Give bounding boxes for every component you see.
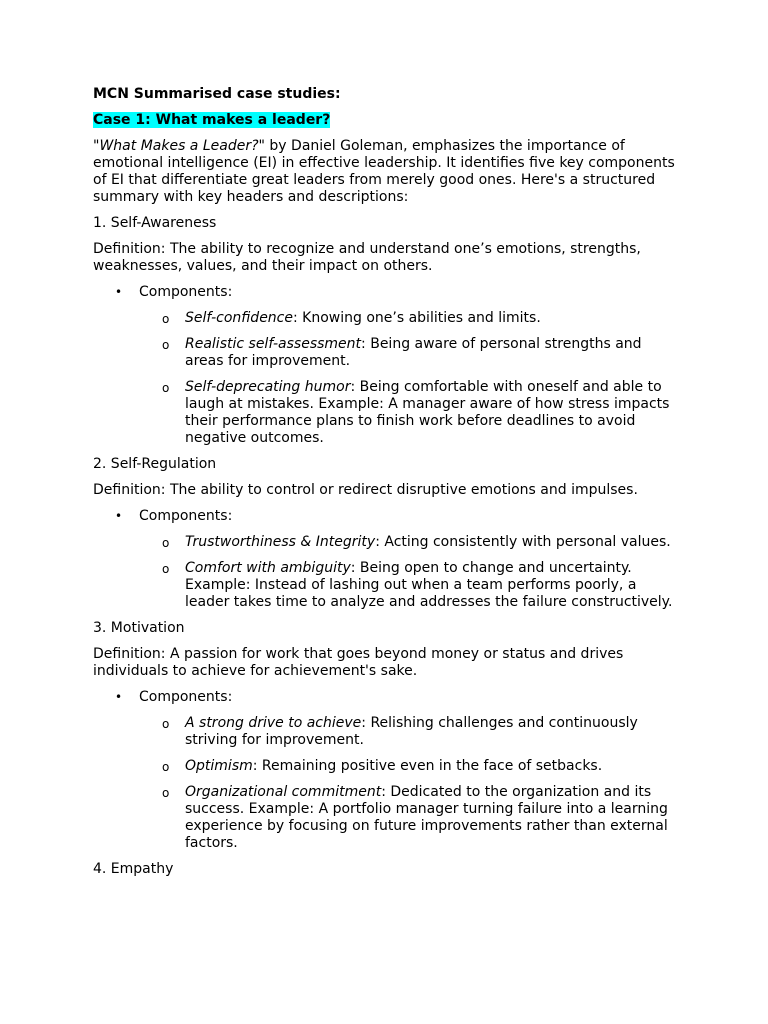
sub-bullet-icon: o xyxy=(162,381,170,395)
section-definition: Definition: The ability to control or redirect disruptive emotions and impulses. xyxy=(93,482,638,498)
component-term: Comfort with ambiguity xyxy=(185,560,351,576)
component-text: : Being comfortable with oneself and able to laugh at mistakes. Example: A manager aware of how stress impacts their performance plans to finish work before deadlines to avoid negative outcomes. xyxy=(185,379,670,446)
components-label: Components: xyxy=(139,508,233,524)
component-text: : Being aware of personal strengths and areas for improvement. xyxy=(185,336,642,369)
sub-bullet-icon: o xyxy=(162,536,170,550)
component-item xyxy=(93,758,683,775)
section-title: 1. Self-Awareness xyxy=(93,215,217,231)
component-text: : Dedicated to the organization and its success. Example: A portfolio manager turning failure into a learning experience by focusing on future improvements rather than external factors. xyxy=(185,784,668,851)
component-item xyxy=(93,379,683,447)
intro-work-title: What Makes a Leader? xyxy=(99,138,259,154)
section-definition: Definition: The ability to recognize and understand one’s emotions, strengths, weaknesses, values, and their impact on others. xyxy=(93,241,641,274)
case-heading-highlight: Case 1: What makes a leader? xyxy=(93,112,331,128)
sub-bullet-icon: o xyxy=(162,338,170,352)
component-term: Organizational commitment xyxy=(185,784,382,800)
component-item xyxy=(93,715,683,749)
component-item xyxy=(93,784,683,852)
sub-bullet-icon: o xyxy=(162,717,170,731)
sub-bullet-icon: o xyxy=(162,786,170,800)
components-bullet xyxy=(93,284,683,301)
intro-paragraph xyxy=(93,138,683,206)
component-term: Self-confidence xyxy=(185,310,293,326)
document-page xyxy=(93,86,683,887)
component-term: A strong drive to achieve xyxy=(185,715,362,731)
component-term: Trustworthiness & Integrity xyxy=(185,534,376,550)
section-title: 2. Self-Regulation xyxy=(93,456,217,472)
components-label: Components: xyxy=(139,689,233,705)
intro-rest: " by Daniel Goleman, emphasizes the importance of emotional intelligence (EI) in effective leadership. It identifies five key components of EI that differentiate great leaders from merely good ones. Here's a structured summary with key headers and descriptions: xyxy=(93,138,675,205)
document-title: MCN Summarised case studies: xyxy=(93,86,341,102)
component-text: : Remaining positive even in the face of setbacks. xyxy=(252,758,603,774)
component-text: : Being open to change and uncertainty. Example: Instead of lashing out when a team performs poorly, a leader takes time to analyze and addresses the failure constructively. xyxy=(185,560,673,610)
case-heading xyxy=(93,112,683,129)
component-term: Realistic self-assessment xyxy=(185,336,362,352)
component-term: Self-deprecating humor xyxy=(185,379,351,395)
component-item xyxy=(93,336,683,370)
sub-bullet-icon: o xyxy=(162,562,170,576)
sub-bullet-icon: o xyxy=(162,312,170,326)
component-item xyxy=(93,534,683,551)
component-text: : Relishing challenges and continuously striving for improvement. xyxy=(185,715,638,748)
component-text: : Knowing one’s abilities and limits. xyxy=(293,310,541,326)
components-bullet xyxy=(93,689,683,706)
component-term: Optimism xyxy=(185,758,253,774)
bullet-dot-icon: • xyxy=(115,690,123,704)
section-title: 4. Empathy xyxy=(93,861,174,877)
component-item xyxy=(93,560,683,611)
component-text: : Acting consistently with personal values. xyxy=(375,534,671,550)
bullet-dot-icon: • xyxy=(115,509,123,523)
bullet-dot-icon: • xyxy=(115,285,123,299)
intro-quote-open: " xyxy=(93,138,100,154)
components-bullet xyxy=(93,508,683,525)
components-label: Components: xyxy=(139,284,233,300)
section-title: 3. Motivation xyxy=(93,620,185,636)
section-definition: Definition: A passion for work that goes beyond money or status and drives individuals to achieve for achievement's sake. xyxy=(93,646,624,679)
component-item xyxy=(93,310,683,327)
sub-bullet-icon: o xyxy=(162,760,170,774)
